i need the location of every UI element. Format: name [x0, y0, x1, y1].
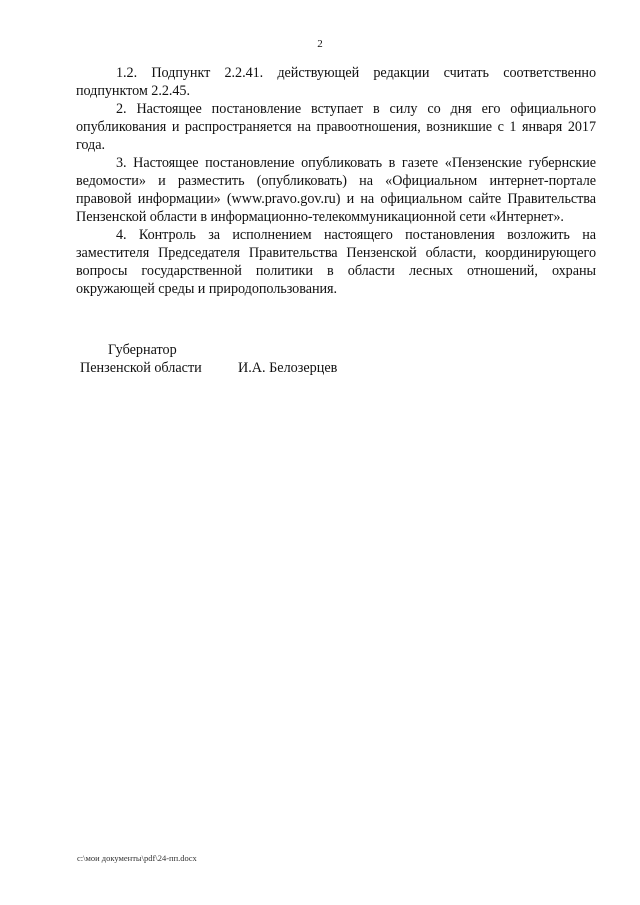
paragraph-2: 2. Настоящее постановление вступает в силу со дня его официального опубликования и распространяется на правоотношения, возникшие с 1 января 2017 года.	[76, 101, 596, 153]
document-body	[76, 64, 596, 298]
footer-file-path: c:\мои документы\pdf\24-пп.docx	[77, 853, 197, 863]
paragraph-4: 4. Контроль за исполнением настоящего постановления возложить на заместителя Председателя Правительства Пензенской области, координирующего вопросы государственной политики в области лесных отношений, охраны окружающей среды и природопользования.	[76, 227, 596, 297]
signature-title-line1: Губернатор	[108, 342, 177, 358]
paragraph-1-2: 1.2. Подпункт 2.2.41. действующей редакции считать соответственно подпунктом 2.2.45.	[76, 65, 596, 99]
paragraph-3: 3. Настоящее постановление опубликовать в газете «Пензенские губернские ведомости» и разместить (опубликовать) на «Официальном интернет-портале правовой информации» (www.pravo.gov.ru) и на официальном сайте Правительства Пензенской области в информационно-телекоммуникационной сети «Интернет».	[76, 155, 596, 225]
signature-name: И.А. Белозерцев	[238, 360, 338, 376]
signature-title-line2: Пензенской области	[80, 360, 202, 376]
page-number: 2	[317, 38, 323, 50]
